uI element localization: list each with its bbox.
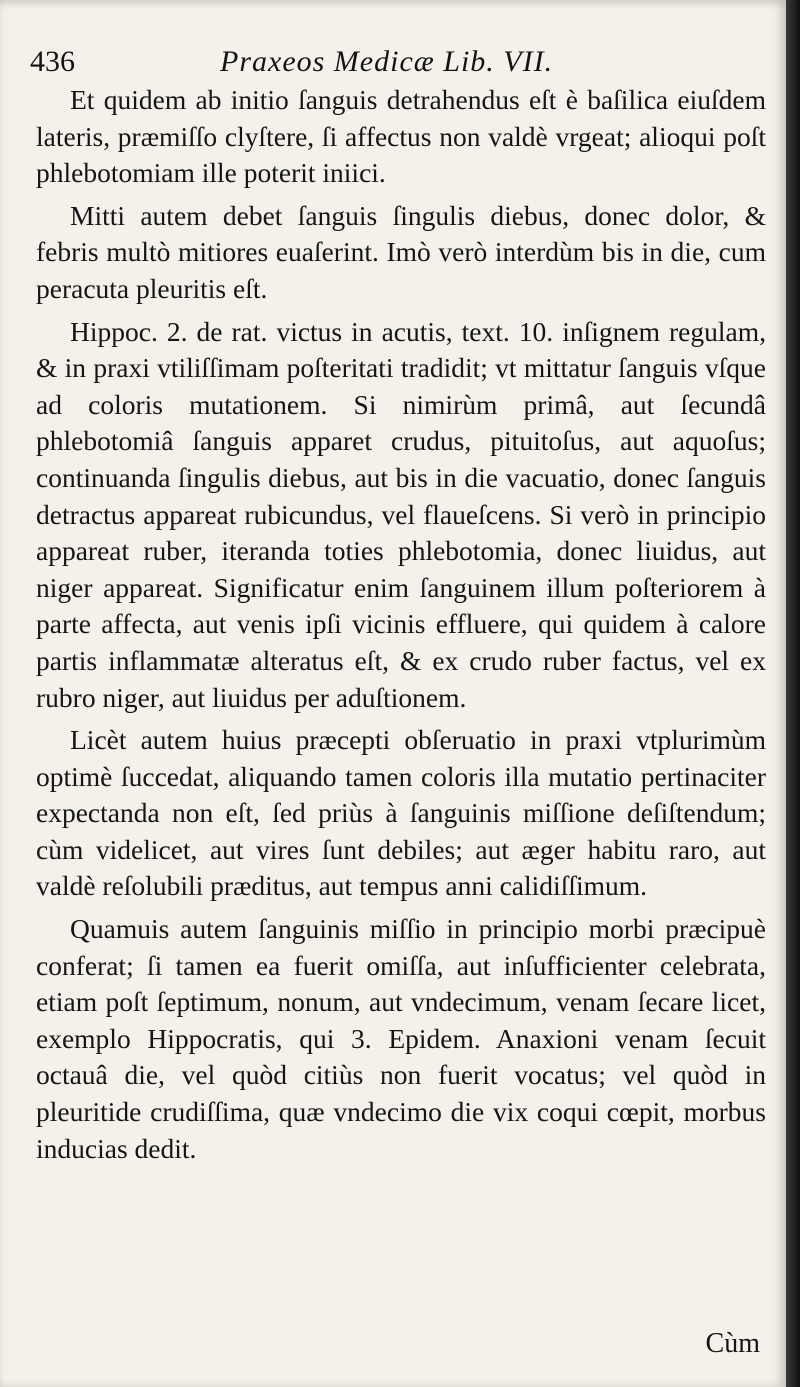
page-number: 436: [30, 45, 75, 78]
body-text: [36, 82, 766, 1173]
running-head: Praxeos Medicæ Lib. VII.: [220, 45, 554, 78]
page-header: [30, 42, 750, 86]
paragraph-3: Hippoc. 2. de rat. victus in acutis, text. 10. inſignem regulam, & in praxi vtiliſſimam poſteritati tradidit; vt mittatur ſanguis vſque ad coloris mutationem. Si nimirùm primâ, aut ſecundâ phlebotomiâ ſanguis apparet crudus, pituitoſus, aut aquoſus; continuanda ſingulis diebus, aut bis in die vacuatio, donec ſanguis detractus appareat rubicundus, vel flaueſcens. Si verò in principio appareat ruber, iteranda toties phlebotomia, donec liuidus, aut niger appareat. Significatur enim ſanguinem illum poſteriorem à parte affecta, aut venis ipſi vicinis effluere, qui quidem à calore partis inflammatæ alteratus eſt, & ex crudo ruber factus, vel ex rubro niger, aut liuidus per aduſtionem.: [36, 315, 766, 713]
page-edge-shadow: [786, 0, 800, 1387]
paragraph-5: Quamuis autem ſanguinis miſſio in principio morbi præcipuè conferat; ſi tamen ea fuerit omiſſa, aut inſufficienter celebrata, etiam poſt ſeptimum, nonum, aut vndecimum, venam ſecare licet, exemplo Hippocratis, qui 3. Epidem. Anaxioni venam ſecuit octauâ die, vel quòd citiùs non fuerit vocatus; vel quòd in pleuritide crudiſſima, quæ vndecimo die vix coqui cœpit, morbus inducias dedit.: [36, 913, 766, 1164]
catchword: Cùm: [705, 1328, 760, 1359]
paragraph-1: Et quidem ab initio ſanguis detrahendus eſt è baſilica eiuſdem lateris, præmiſſo clyſtere, ſi affectus non valdè vrgeat; alioqui poſt phlebotomiam ille poterit iniici.: [36, 84, 766, 189]
paragraph-4: Licèt autem huius præcepti obſeruatio in praxi vtplurimùm optimè ſuccedat, aliquando tamen coloris illa mutatio pertinaciter expectanda non eſt, ſed priùs à ſanguinis miſſione deſiſtendum; cùm videlicet, aut vires ſunt debiles; aut æger habitu raro, aut valdè reſolubili præditus, aut tempus anni calidiſſimum.: [36, 724, 766, 902]
paragraph-2: Mitti autem debet ſanguis ſingulis diebus, donec dolor, & febris multò mitiores euaſerint. Imò verò interdùm bis in die, cum peracuta pleuritis eſt.: [36, 199, 766, 304]
